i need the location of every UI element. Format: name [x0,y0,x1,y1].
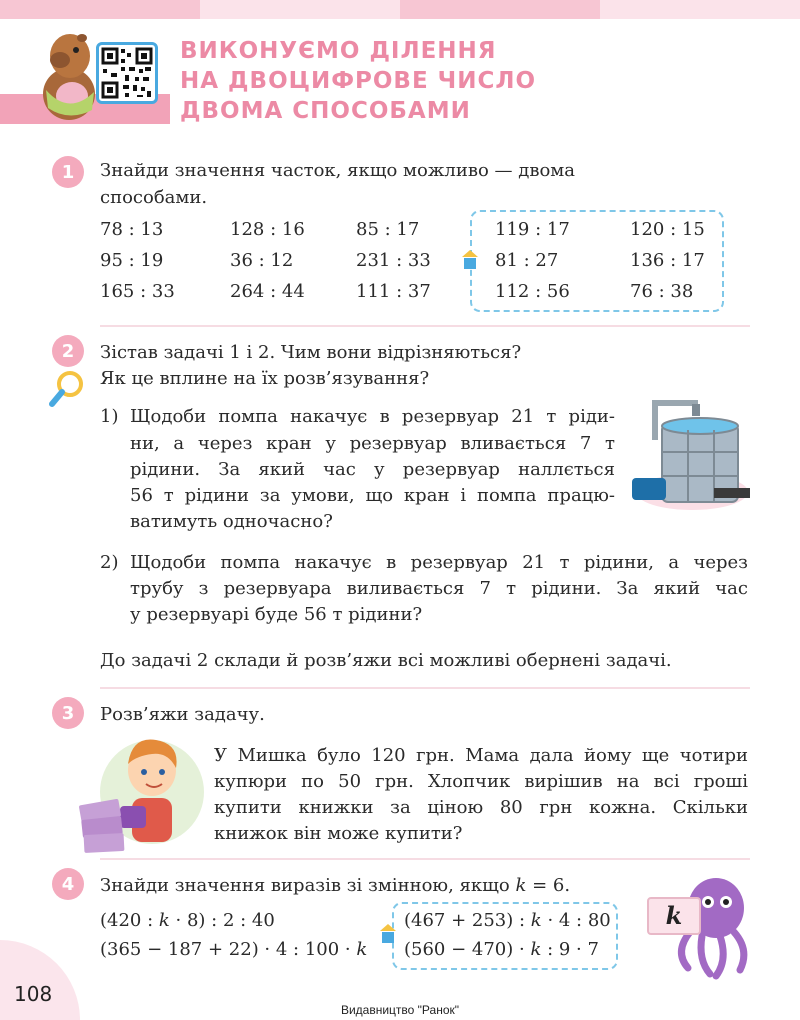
division-exercise: 85 : 17 [356,219,420,240]
task-text: Як це вплине на їх розв’язування? [100,368,430,389]
expression: (365 − 187 + 22) · 4 : 100 · k [100,939,368,960]
division-exercise: 111 : 37 [356,281,431,302]
page-title-line: НА ДВОЦИФРОВЕ ЧИСЛО [180,68,537,94]
task-number-badge: 2 [52,335,84,367]
task-number-badge: 4 [52,868,84,900]
subtask-line: Щодоби помпа накачує в резервуар 21 т ріди- [130,406,615,427]
division-exercise: 128 : 16 [230,219,305,240]
house-marker-icon [380,924,396,944]
problem-line: купити книжки за ціною 80 грн кожна. Скільки [214,797,748,818]
page-title-line: ДВОМА СПОСОБАМИ [180,98,471,124]
top-strip [600,0,800,19]
division-exercise: 112 : 56 [495,281,570,302]
top-strip [0,0,200,19]
problem-line: У Мишка було 120 грн. Мама дала йому ще чотири [214,745,748,766]
task-text: Розв’яжи задачу. [100,704,265,725]
subtask-line: рідини. За який час у резервуар наллється [130,459,615,480]
subtask-line: ни, а через кран у резервуар вливається 7 т [130,433,615,454]
task-text: способами. [100,187,208,208]
top-strip [200,0,400,19]
division-exercise: 95 : 19 [100,250,164,271]
problem-line: книжок він може купити? [214,823,463,844]
division-exercise: 36 : 12 [230,250,294,271]
boy-with-money-icon [76,728,204,856]
subtask-line: ватимуть одночасно? [130,511,333,532]
publisher-footer: Видавництво "Ранок" [340,1003,460,1017]
house-marker-icon [462,250,478,270]
division-exercise: 119 : 17 [495,219,570,240]
subtask-line: трубу з резервуара виливається 7 т рідини. За який час [130,578,748,599]
division-exercise: 264 : 44 [230,281,305,302]
task-text: До задачі 2 склади й розв’яжи всі можливі обернені задачі. [100,650,672,671]
page-number: 108 [14,982,53,1006]
variable-k: k [515,875,527,896]
section-divider [100,858,750,860]
capybara-icon [36,24,102,122]
subtask-line: 56 т рідини за умови, що кран і помпа працю- [130,485,615,506]
problem-line: купюри по 50 грн. Хлопчик вирішив на всі гроші [214,771,748,792]
task-text: Знайди значення виразів зі змінною, якщо k = 6. [100,875,571,896]
task-text: Зістав задачі 1 і 2. Чим вони відрізняються? [100,342,522,363]
division-exercise: 78 : 13 [100,219,164,240]
expression: (560 − 470) · k : 9 · 7 [404,939,599,960]
variable-card: k [665,901,683,930]
task-text: Знайди значення часток, якщо можливо — двома [100,160,576,181]
task-number-badge: 3 [52,697,84,729]
division-exercise: 81 : 27 [495,250,559,271]
division-exercise: 120 : 15 [630,219,705,240]
page-title-line: ВИКОНУЄМО ДІЛЕННЯ [180,38,497,64]
division-exercise: 76 : 38 [630,281,694,302]
division-exercise: 136 : 17 [630,250,705,271]
subtask-line: Щодоби помпа накачує в резервуар 21 т рідини, а через [130,552,748,573]
section-divider [100,687,750,689]
task-number-badge: 1 [52,156,84,188]
subtask-number: 1) [100,406,119,427]
water-tank-icon [628,396,750,516]
expression: (420 : k · 8) : 2 : 40 [100,910,275,931]
expression: (467 + 253) : k · 4 : 80 [404,910,611,931]
qr-code-icon[interactable] [96,42,158,104]
division-exercise: 231 : 33 [356,250,431,271]
top-strip [400,0,600,19]
magnifier-icon [48,370,84,410]
subtask-line: у резервуарі буде 56 т рідини? [130,604,423,625]
division-exercise: 165 : 33 [100,281,175,302]
section-divider [100,325,750,327]
subtask-number: 2) [100,552,119,573]
